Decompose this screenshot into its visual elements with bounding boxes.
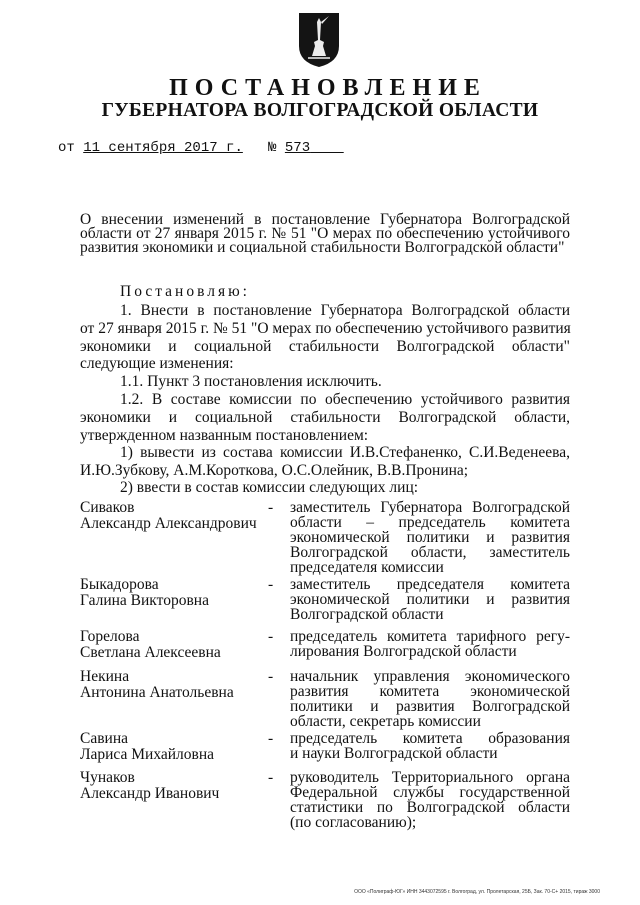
paragraph-1-line: экономики и социальной стабильности Волгоградской области" bbox=[80, 338, 570, 355]
paragraph-1-2-line: 1.2. В составе комиссии по обеспечению устойчивого развития bbox=[120, 391, 570, 408]
member-role: председатель комитета тарифного регу- лирования Волгоградской области bbox=[290, 628, 570, 660]
subject-line: развития экономики и социальной стабильности Волгоградской области" bbox=[80, 239, 565, 256]
document-title: ПОСТАНОВЛЕНИЕ bbox=[169, 75, 487, 101]
paragraph-1-2-line: экономики и социальной стабильности Волгоградской области, bbox=[80, 409, 570, 426]
member-surname: Чунаков bbox=[80, 769, 135, 786]
member-dash: - bbox=[268, 576, 274, 593]
subitem-1-line: И.Ю.Зубкову, А.М.Короткова, О.С.Олейник, В.В.Пронина; bbox=[80, 462, 469, 479]
subject-line: О внесении изменений в постановление Губернатора Волгоградской bbox=[80, 211, 570, 228]
decree-word: Постановляю: bbox=[120, 283, 250, 300]
member-name bbox=[80, 629, 221, 661]
member-name bbox=[80, 500, 257, 532]
member-name bbox=[80, 577, 209, 609]
member-role: председатель комитета образования и науки Волгоградской области bbox=[290, 730, 570, 762]
member-role: заместитель Губернатора Волгоградской области – председатель комитета экономической политики и развития Волгоградской области, заместитель председателя комиссии bbox=[290, 499, 570, 576]
subject-line: области от 27 января 2015 г. № 51 "О мерах по обеспечению устойчивого bbox=[80, 225, 570, 242]
subitem-1-line: 1) вывести из состава комиссии И.В.Стефаненко, С.И.Веденеева, bbox=[120, 444, 570, 461]
member-dash: - bbox=[268, 730, 274, 747]
member-dash: - bbox=[268, 499, 274, 516]
member-surname: Горелова bbox=[80, 628, 140, 645]
member-given-names: Лариса Михайловна bbox=[80, 746, 215, 763]
member-role: заместитель председателя комитета экономической политики и развития Волгоградской области bbox=[290, 576, 570, 623]
member-surname: Быкадорова bbox=[80, 576, 159, 593]
paragraph-1-1: 1.1. Пункт 3 постановления исключить. bbox=[120, 373, 382, 390]
member-given-names: Светлана Алексеевна bbox=[80, 644, 221, 661]
document-number: 573 bbox=[284, 140, 311, 156]
member-surname: Савина bbox=[80, 730, 129, 747]
member-name bbox=[80, 770, 219, 802]
member-dash: - bbox=[268, 769, 274, 786]
member-given-names: Александр Иванович bbox=[80, 785, 220, 802]
member-given-names: Антонина Анатольевна bbox=[80, 684, 234, 701]
member-role: руководитель Территориального органа Федеральной службы государственной статистики по Волгоградской области (по согласованию); bbox=[290, 769, 570, 831]
member-surname: Некина bbox=[80, 668, 130, 685]
paragraph-1-line: следующие изменения: bbox=[80, 355, 234, 372]
paragraph-1-line: 1. Внести в постановление Губернатора Волгоградской области bbox=[120, 302, 570, 319]
print-info-footer: ООО «Полиграф-ЮГ» ИНН 3443072595 г. Волгоград, ул. Пролетарская, 25Б, Зак. 70-С+ 2015, тираж 3000 bbox=[354, 889, 600, 895]
member-role: начальник управления экономического развития комитета экономической политики и развития Волгоградской области, секретарь комиссии bbox=[290, 668, 570, 730]
member-dash: - bbox=[268, 628, 274, 645]
member-name bbox=[80, 669, 234, 701]
member-given-names: Галина Викторовна bbox=[80, 592, 209, 609]
date-prefix: от bbox=[58, 140, 75, 156]
paragraph-1-line: от 27 января 2015 г. № 51 "О мерах по обеспечению устойчивого развития bbox=[80, 320, 571, 337]
number-prefix: № bbox=[268, 140, 277, 156]
member-given-names: Александр Александрович bbox=[80, 515, 257, 532]
date-number-line bbox=[58, 140, 344, 156]
member-surname: Сиваков bbox=[80, 499, 135, 516]
member-dash: - bbox=[268, 668, 274, 685]
paragraph-1-2-line: утвержденном названным постановлением: bbox=[80, 427, 369, 444]
subitem-2: 2) ввести в состав комиссии следующих лиц: bbox=[120, 479, 419, 496]
member-name bbox=[80, 731, 214, 763]
document-date: 11 сентября 2017 г. bbox=[83, 140, 243, 156]
document-issuer: ГУБЕРНАТОРА ВОЛГОГРАДСКОЙ ОБЛАСТИ bbox=[101, 100, 539, 121]
volgograd-coat-of-arms bbox=[298, 12, 340, 68]
